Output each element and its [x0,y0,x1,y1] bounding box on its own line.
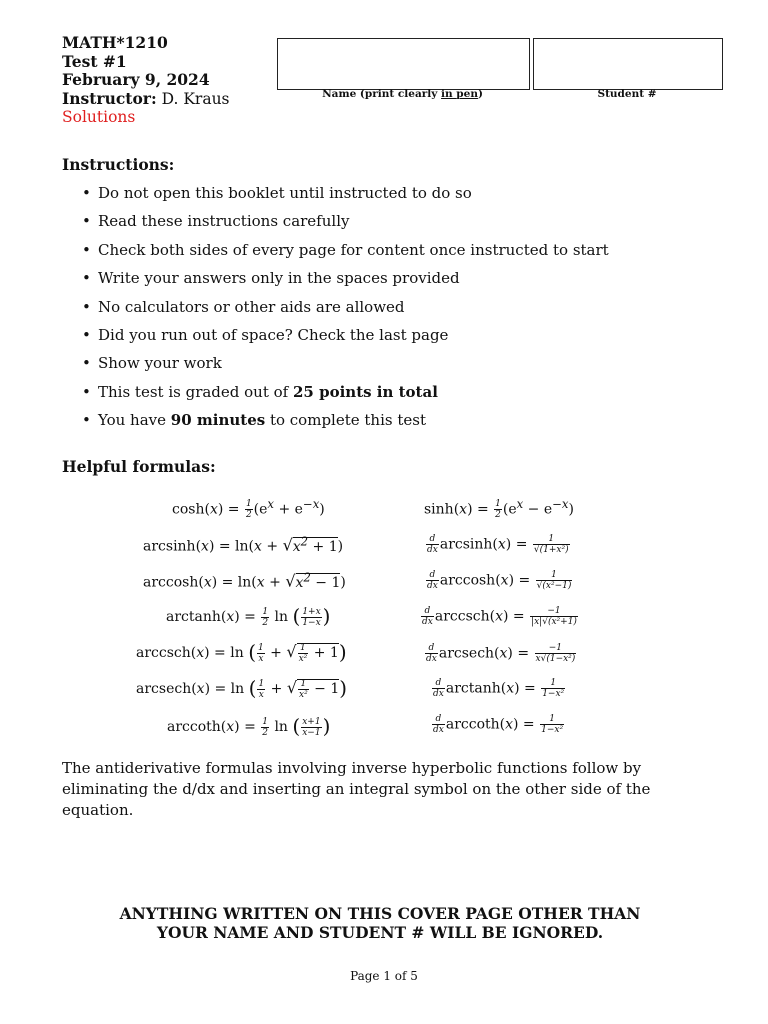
formula-d-arccosh: $\frac{d}{dx}$ arccosh(x) = $\frac{1}{\text{√(x²−1)}}$ [427,570,572,591]
list-item: • Check both sides of every page for content once instructed to start [62,241,742,269]
graded-bold: 25 points in total [293,382,438,401]
time-bold: 90 minutes [170,411,266,430]
name-label-close: ) [477,88,483,100]
formula-arcsech: arcsech(x) = ln ( $\frac{1}{x}$ + √ $\frac{1}{\text{x²}}$ − 1) [136,676,348,700]
list-item: • Did you run out of space? Check the last page [62,326,742,354]
formula-cosh: cosh(x) = $\frac{1}{2}$ $(e^x + e^{-x})$ [172,497,325,521]
name-label-text: Name (print clearly [322,88,442,100]
list-item: • Show your work [62,354,742,382]
name-box[interactable] [277,38,530,90]
formula-sinh: sinh(x) = $\frac{1}{2}$ $(e^x - e^{-x})$ [424,497,574,521]
formulas-heading: Helpful formulas: [62,457,216,476]
formula-arccsch: arccsch(x) = ln ( $\frac{1}{x}$ + √ $\frac{1}{\text{x²}}$ + 1) [136,640,347,664]
solutions-label: Solutions [62,108,136,126]
page-number: Page 1 of 5 [350,969,418,983]
formula-arcsinh: $\arcsin h(x) = \ln(x + √x^2 + 1)$ [143,534,344,555]
instructor-label: Instructor: [62,88,157,108]
time-text-end: to complete this test [265,411,426,430]
instructor-name: D. Kraus [161,89,230,108]
formula-d-arctanh: $\frac{d}{dx}$ arctanh(x) = $\frac{1}{\text{1−x²}}$ [433,678,565,699]
course-code: MATH*1210 [62,33,168,52]
formula-d-arcsinh: $\frac{d}{dx}$ arcsinh(x) = $\frac{1}{\text{√(1+x²)}}$ [427,534,569,555]
list-item [62,383,742,411]
formula-d-arccsch: $\frac{d}{dx}$ arccsch(x) = $\frac{-1}{\text{|x|√(x²+1)}}$ [422,606,577,627]
list-item: • Do not open this booklet until instructed to do so [62,184,742,212]
test-number: Test #1 [62,51,127,71]
list-item: • No calculators or other aids are allowed [62,298,742,326]
list-item [62,411,742,439]
name-label-underlined: in pen [441,88,478,100]
cover-warning [60,904,700,942]
cover-warning-line1: ANYTHING WRITTEN ON THIS COVER PAGE OTHER THAN [119,904,641,923]
student-number-box[interactable] [533,38,723,90]
instructions-list [62,184,742,440]
exam-header [62,34,230,127]
graded-text: This test is graded out of [98,382,293,401]
instructions-heading: Instructions: [62,155,175,174]
cover-warning-line2: YOUR NAME AND STUDENT # WILL BE IGNORED. [156,923,604,942]
instructor-line [62,90,230,109]
list-item: • Read these instructions carefully [62,212,742,240]
formula-d-arcsech: $\frac{d}{dx}$ arcsech(x) = $\frac{-1}{\text{x√(1−x²)}}$ [426,643,576,664]
formula-text-mirror [0,0,1,1]
formula-arccosh: $\arccos h(x) = \ln(x + √x^2 - 1)$ [143,570,346,591]
formula-arctanh: arctanh(x) = $\frac{1}{2}$ ln ( $\frac{1+x}{1-x}$ ) [166,604,331,628]
name-box-label [277,88,528,100]
time-text: You have [98,411,171,430]
antiderivative-note: The antiderivative formulas involving inverse hyperbolic functions follow by eliminating the d/dx and inserting an integral symbol on the other side of the equation. [62,759,651,819]
formula-d-arccoth: $\frac{d}{dx}$ arccoth(x) = $\frac{1}{\text{1−x²}}$ [433,714,564,735]
student-box-label: Student # [597,88,657,100]
formulas-title [62,457,216,476]
formula-arccoth: arccoth(x) = $\frac{1}{2}$ ln ( $\frac{x+1}{x-1}$ ) [167,714,331,738]
formula-left-0 [0,0,1,1]
instructions-title [62,155,174,174]
list-item: • Write your answers only in the spaces provided [62,269,742,297]
exam-date: February 9, 2024 [62,70,210,89]
